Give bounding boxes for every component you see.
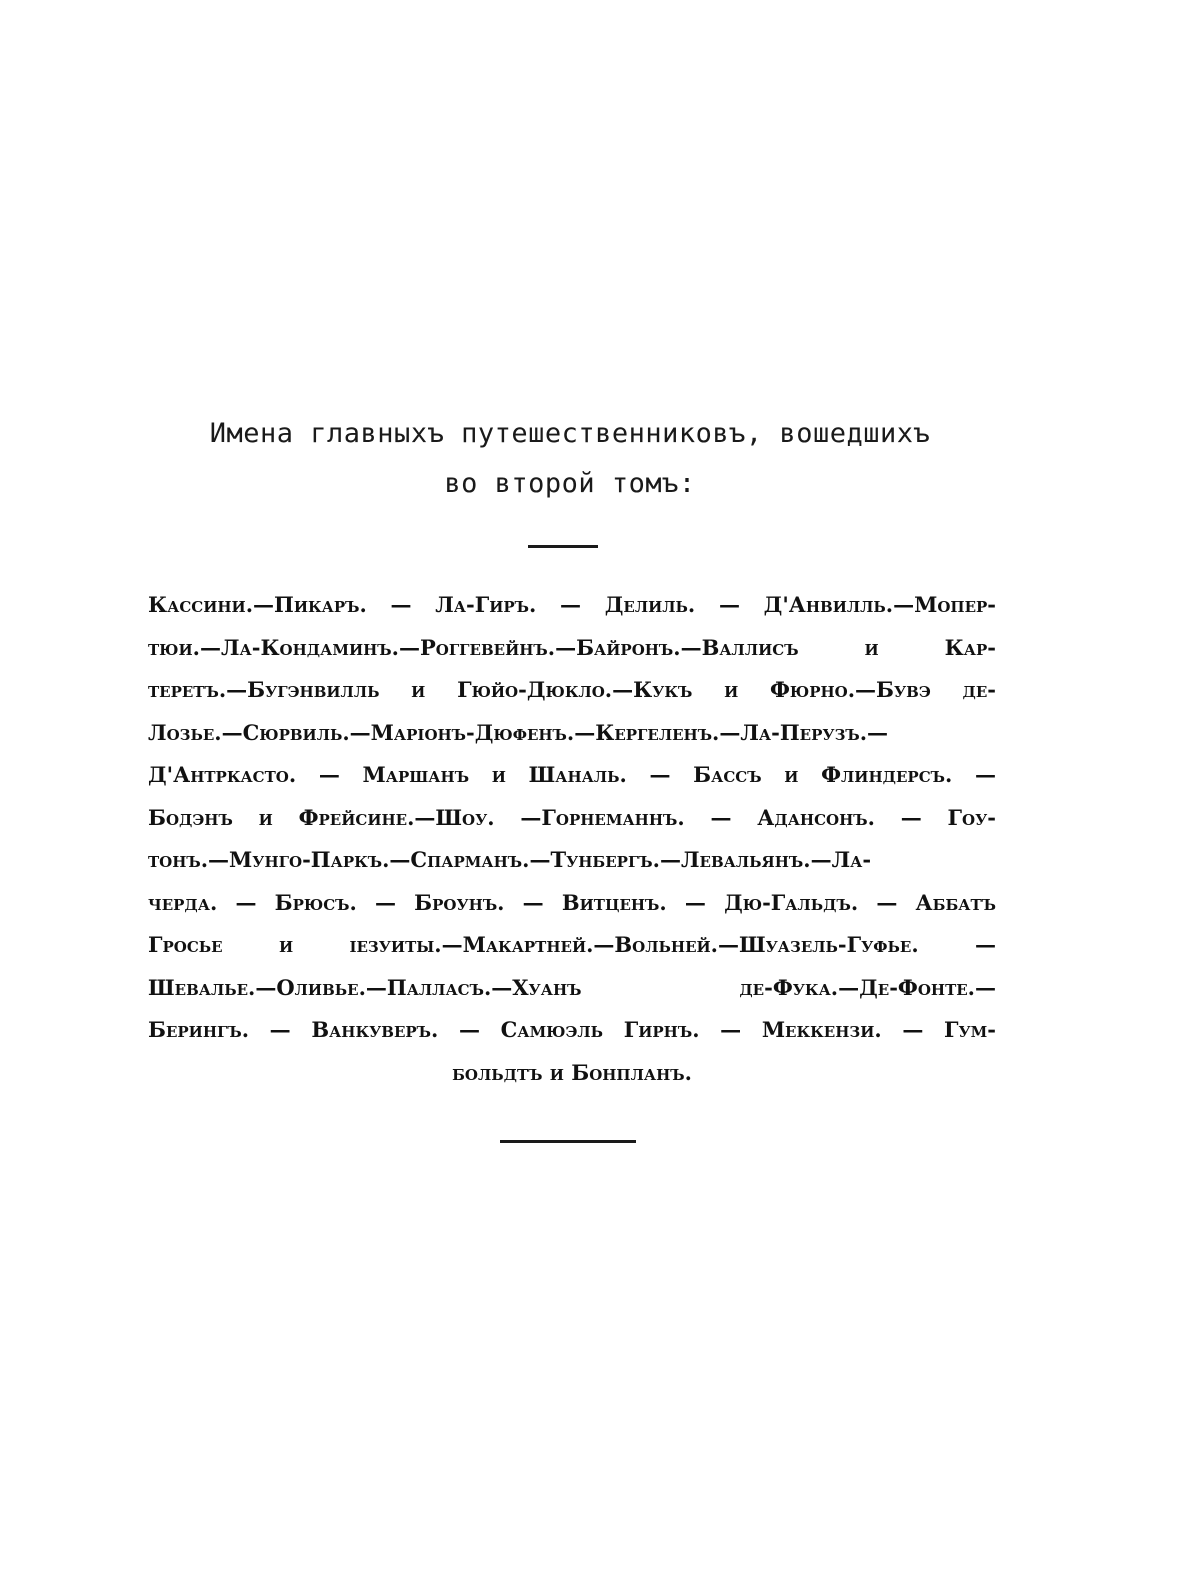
text-line: тюи.—Ла-Кондаминъ.—Роггевейнъ.—Байронъ.—Валлисъ и Кар- xyxy=(148,634,996,660)
text-line: Лозье.—Сюрвиль.—Марiонъ-Дюфенъ.—Кергеленъ.—Ла-Перузъ.— xyxy=(148,719,889,745)
text-line: Д'Антркасто. — Маршанъ и Шаналь. — Бассъ и Флиндерсъ. — xyxy=(148,762,996,787)
text-line: Бодэнъ и Фрейсине.—Шоу. —Горнеманнъ. — Адансонъ. — Гоу- xyxy=(148,804,996,830)
text-line: Шевалье.—Оливье.—Палласъ.—Хуанъ де-Фука.—Де-Фонте.— xyxy=(148,974,996,1000)
text-line: тонъ.—Мунго-Паркъ.—Спарманъ.—Тунбергъ.—Левальянъ.—Ла- xyxy=(148,847,872,872)
text-line-last: больдтъ и Бонпланъ. xyxy=(452,1059,692,1085)
text-line: теретъ.—Бугэнвилль и Гюйо-Дюкло.—Кукъ и Фюрно.—Бувэ де- xyxy=(148,677,996,702)
bottom-rule-divider xyxy=(500,1140,636,1143)
text-line: Кассини.—Пикаръ. — Ла-Гиръ. — Делиль. — Д'Анвилль.—Мопер- xyxy=(148,592,996,617)
top-rule-divider xyxy=(528,545,598,548)
travelers-names-paragraph xyxy=(148,584,996,1094)
heading-line-1: Имена главныхъ путешественниковъ, вошедшихъ xyxy=(209,418,931,449)
text-line: черда. — Брюсъ. — Броунъ. — Витценъ. — Дю-Гальдъ. — Аббатъ xyxy=(148,889,996,915)
heading-line-2: во второй томъ: xyxy=(444,468,696,499)
text-line: Гросье и iезуиты.—Макартней.—Вольней.—Шуазель-Гуфье. — xyxy=(148,932,996,957)
text-line: Берингъ. — Ванкуверъ. — Самюэль Гирнъ. — Меккензи. — Гум- xyxy=(148,1017,996,1042)
